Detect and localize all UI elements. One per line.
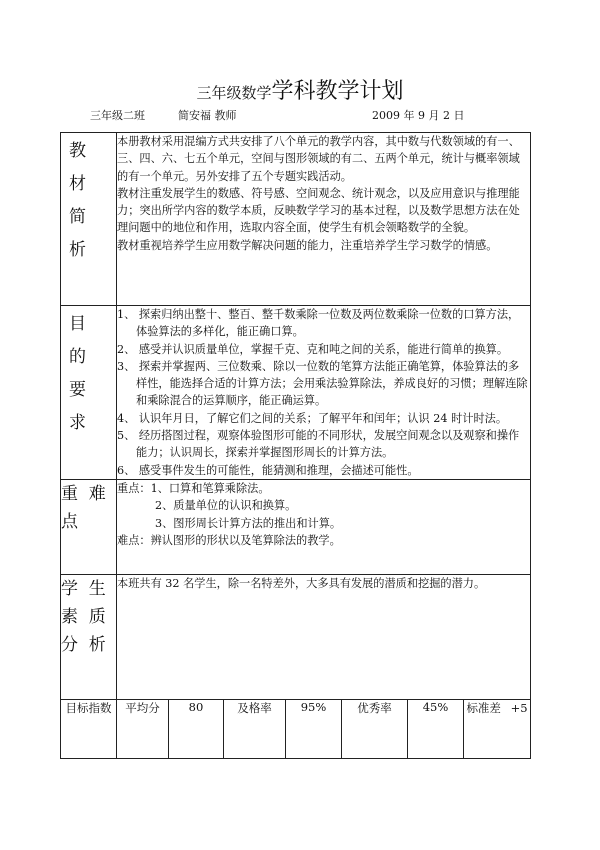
excellent-rate-value: 45% (408, 699, 464, 758)
students-analysis: 本班共有 32 名学生，除一名特差外，大多具有发展的潜质和挖掘的潜力。 (117, 576, 486, 590)
textbook-paragraph: 教材重视培养学生应用数学解决问题的能力，注重培养学生学习数学的情感。 (117, 238, 498, 252)
average-label: 平均分 (117, 699, 169, 758)
std-dev-label: 标准差 (466, 700, 501, 715)
plan-date: 2009 年 9 月 2 日 (372, 109, 465, 122)
goals-row (61, 306, 531, 480)
goal-item: 6、 感受事件发生的可能性，能猜测和推理，会描述可能性。 (117, 463, 419, 477)
key-point-item: 3、图形周长计算方法的推出和计算。 (155, 516, 342, 530)
excellent-rate-label: 优秀率 (342, 699, 408, 758)
textbook-paragraph: 本册教材采用混编方式共安排了八个单元的教学内容，其中数与代数领域的有一、三、四、六、七五个单元，空间与图形领域的有二、五两个单元，统计与概率领域的有一个单元。另外安排了五个专题实践活动。 (117, 135, 520, 183)
plan-table (60, 132, 531, 759)
students-row (61, 574, 531, 699)
textbook-label-cell: 教 材 简 析 (61, 133, 117, 306)
textbook-paragraph: 教材注重发展学生的数感、符号感、空间观念、统计观念，以及应用意识与推理能力；突出所学内容的数学本质，反映数学学习的基本过程，以及数学思想方法在处理问题中的地位和作用，选取内容全面，使学生有机会领略数学的全貌。 (117, 186, 520, 235)
goal-item: 4、 认识年月日，了解它们之间的关系；了解平年和闰年；认识 24 时计时法。 (117, 411, 508, 425)
std-dev-cell (464, 699, 531, 758)
textbook-row (61, 133, 531, 306)
key-points-label-cell: 重 难 点 (61, 479, 117, 574)
goal-item: 2、 感受并认识质量单位，掌握千克、克和吨之间的关系，能进行简单的换算。 (117, 342, 509, 356)
students-label-cell: 学 生 素 质 分 析 (61, 574, 117, 699)
pass-rate-label: 及格率 (224, 699, 286, 758)
key-points-title: 重点：1、口算和笔算乘除法。 (117, 481, 270, 495)
class-name: 三年级二班 (90, 109, 145, 122)
teacher-name: 简安福 教师 (178, 109, 237, 122)
average-value: 80 (169, 699, 224, 758)
textbook-content (117, 133, 531, 306)
std-dev-value: +5 (510, 700, 528, 715)
students-content (117, 574, 531, 699)
goal-item: 3、 探索并掌握两、三位数乘、除以一位数的笔算方法能正确笔算，体验算法的多样性，能选择合适的计算方法；会用乘法验算除法，养成良好的习惯；理解连除和乘除混合的运算顺序，能正确运算。 (117, 359, 528, 408)
targets-label: 目标指数 (61, 699, 117, 758)
goal-item: 1、 探索归纳出整十、整百、整千数乘除一位数及两位数乘除一位数的口算方法，体验算法的多样化，能正确口算。 (117, 308, 520, 339)
page-title (0, 74, 600, 105)
difficulty-point: 难点：辨认图形的形状以及笔算除法的教学。 (117, 533, 341, 547)
targets-row (61, 699, 531, 758)
key-points-row (61, 479, 531, 574)
goals-label-cell: 目 的 要 求 (61, 306, 117, 480)
key-point-item: 2、质量单位的认识和换算。 (155, 499, 297, 513)
goals-content (117, 306, 531, 480)
title-main: 学科教学计划 (271, 79, 404, 104)
title-grade-subject: 三年级数学 (196, 84, 272, 102)
key-points-content (117, 479, 531, 574)
goal-item: 5、 经历搭图过程，观察体验图形可能的不同形状，发展空间观念以及观察和操作能力；认识周长，探索并掌握图形周长的计算方法。 (117, 429, 520, 460)
pass-rate-value: 95% (286, 699, 342, 758)
